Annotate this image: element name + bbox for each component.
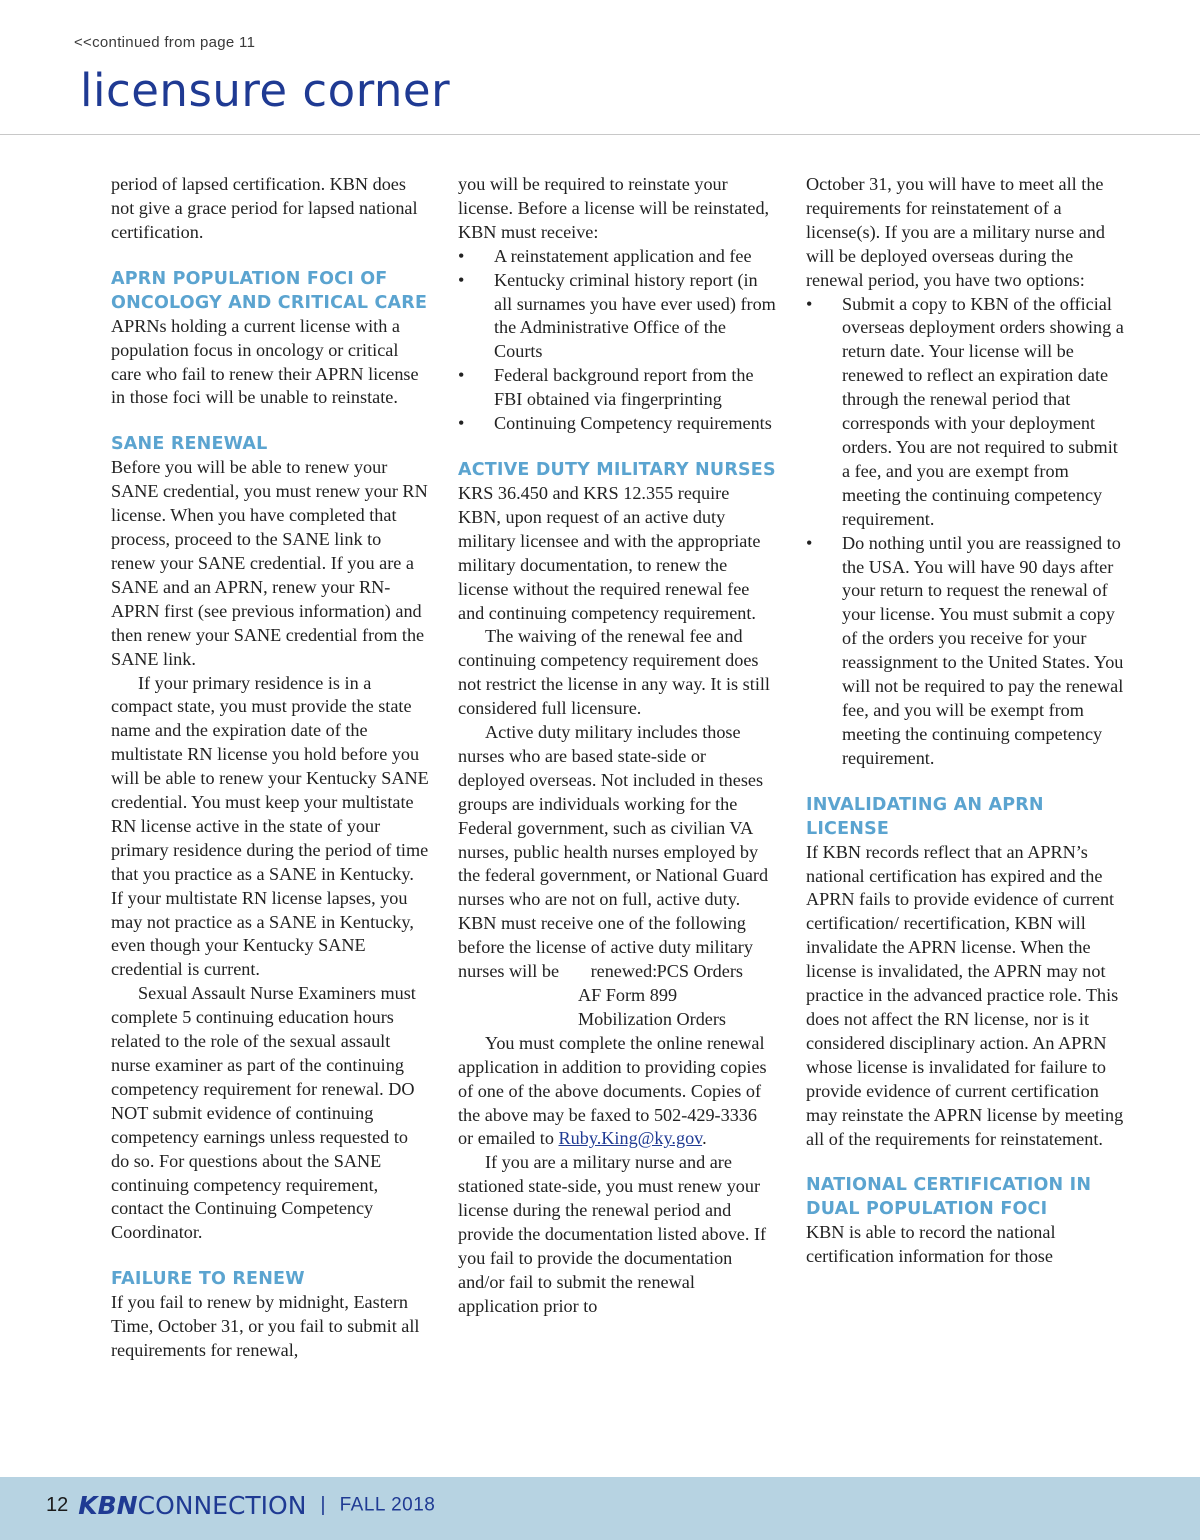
paragraph: If KBN records reflect that an APRN’s national certification has expired and the APRN fails to provide evidence of current certification/ recertification, KBN will invalidate the APRN license. When the license is invalidated, the APRN may not practice in the advanced practice role. This does not affect the RN license, nor is it considered disciplinary action. An APRN whose license is invalidated for failure to provide evidence of current certification may reinstate the APRN license by meeting all of the requirements for reinstatement. [806, 841, 1124, 1149]
paragraph: If you fail to renew by midnight, Eastern Time, October 31, or you fail to submit all requirements for renewal, [111, 1292, 420, 1361]
list-item: • Continuing Competency requirements [458, 412, 776, 436]
list-item: • A reinstatement application and fee [458, 245, 776, 269]
page-number: 12 [46, 1494, 69, 1516]
paragraph: Before you will be able to renew your SANE credential, you must renew your RN license. When you have completed that process, proceed to the SANE link to renew your SANE credential. If you are a SANE and an APRN, renew your RN-APRN first (see previous information) and then renew your SANE credential from the SANE link. [111, 457, 428, 669]
paragraph: KBN is able to record the national certification information for those [806, 1222, 1056, 1267]
paragraph: KRS 36.450 and KRS 12.355 require KBN, upon request of an active duty military licensee and with the appropriate military documentation, to renew the license without the required renewal fee and continuing competency requirement. [458, 482, 761, 623]
list-item: • Kentucky criminal history report (in all surnames you have ever used) from the Administrative Office of the Courts [458, 269, 776, 365]
issue-label: FALL 2018 [339, 1494, 436, 1516]
deployment-options-list [806, 293, 1124, 771]
footer-band [0, 1477, 1200, 1540]
heading-aprn-oncology: APRN POPULATION FOCI OF ONCOLOGY AND CRITICAL CARE [111, 268, 428, 313]
column-1 [111, 173, 429, 1363]
order-item: Mobilization Orders [578, 1008, 726, 1029]
page-title: licensure corner [80, 64, 451, 117]
paragraph: The waiving of the renewal fee and continuing competency requirement does not restrict the license in any way. It is still considered full licensure. [458, 626, 770, 719]
paragraph-text: . [702, 1128, 707, 1149]
paragraph: October 31, you will have to meet all the requirements for reinstatement of a license(s). If you are a military nurse and will be deployed overseas during the renewal period, you have two options: [806, 174, 1105, 290]
paragraph: you will be required to reinstate your license. Before a license will be reinstated, KBN must receive: [458, 174, 770, 242]
paragraph: If your primary residence is in a compact state, you must provide the state name and the expiration date of the multistate RN license you hold before you will be able to renew your Kentucky SANE credential. You must keep your multistate RN license active in the state of your primary residence during the period of time that you practice as a SANE in Kentucky. If your multistate RN license lapses, you may not practice as a SANE in Kentucky, even though your Kentucky SANE credential is current. [111, 672, 429, 980]
renewed-label: renewed: [590, 961, 658, 982]
paragraph-text: Active duty military includes those nurses who are based state-side or deployed overseas. Not included in theses groups are individuals working for the Federal government, such as civilian VA nurses, public health nurses employed by the federal government, or National Guard nurses who are not on full, active duty. KBN must receive one of the following before the license of active duty military nurses will be [458, 722, 769, 982]
heading-invalidating-aprn: INVALIDATING AN APRN LICENSE [806, 794, 1044, 839]
paragraph [458, 721, 776, 1032]
reinstatement-list [458, 245, 776, 436]
heading-sane-renewal: SANE RENEWAL [111, 434, 268, 455]
email-link[interactable]: Ruby.King@ky.gov [558, 1128, 703, 1149]
footer-content [46, 1491, 435, 1520]
continued-note: <<continued from page 11 [74, 34, 256, 51]
brand-logo-text: CONNECTION [137, 1491, 307, 1520]
paragraph: If you are a military nurse and are stationed state-side, you must renew your license during the renewal period and provide the documentation listed above. If you fail to provide the documentation and/or fail to submit the renewal application prior to [458, 1152, 767, 1316]
heading-national-certification: NATIONAL CERTIFICATION IN DUAL POPULATION FOCI [806, 1175, 1092, 1220]
order-item: PCS Orders [656, 961, 743, 982]
footer-separator: | [320, 1494, 326, 1516]
list-item: • Submit a copy to KBN of the official overseas deployment orders showing a return date. Your license will be renewed to reflect an expiration date through the renewal period that corresponds with your deployment orders. You are not required to submit a fee, and you are exempt from meeting the continuing competency requirement. [806, 293, 1124, 532]
list-item: • Federal background report from the FBI obtained via fingerprinting [458, 364, 776, 412]
paragraph [458, 1032, 776, 1152]
heading-failure-to-renew: FAILURE TO RENEW [111, 1269, 305, 1290]
paragraph-text: You must complete the online renewal application in addition to providing copies of one of the above documents. Copies of the above may be faxed to 502-429-3336 or emailed to [458, 1032, 767, 1149]
heading-active-duty-military: ACTIVE DUTY MILITARY NURSES [458, 459, 776, 480]
list-item: • Do nothing until you are reassigned to the USA. You will have 90 days after your return to request the renewal of your license. You must submit a copy of the orders you receive for your reassignment to the United States. You will not be required to pay the renewal fee, and you will be exempt from meeting the continuing competency requirement. [806, 532, 1124, 771]
paragraph: period of lapsed certification. KBN does not give a grace period for lapsed national certification. [111, 174, 418, 242]
order-item: AF Form 899 [578, 985, 678, 1005]
column-2 [458, 173, 776, 1319]
brand-logo-bold: KBN [78, 1491, 138, 1520]
paragraph: Sexual Assault Nurse Examiners must complete 5 continuing education hours related to the role of the sexual assault nurse examiner as part of the continuing competency requirement for renewal. DO NOT submit evidence of continuing competency earnings unless requested to do so. For questions about the SANE continuing competency requirement, contact the Continuing Competency Coordinator. [111, 983, 416, 1243]
header-rule [0, 134, 1200, 135]
column-3 [806, 173, 1124, 1269]
paragraph: APRNs holding a current license with a population focus in oncology or critical care who fail to renew their APRN license in those foci will be unable to reinstate. [111, 315, 419, 408]
